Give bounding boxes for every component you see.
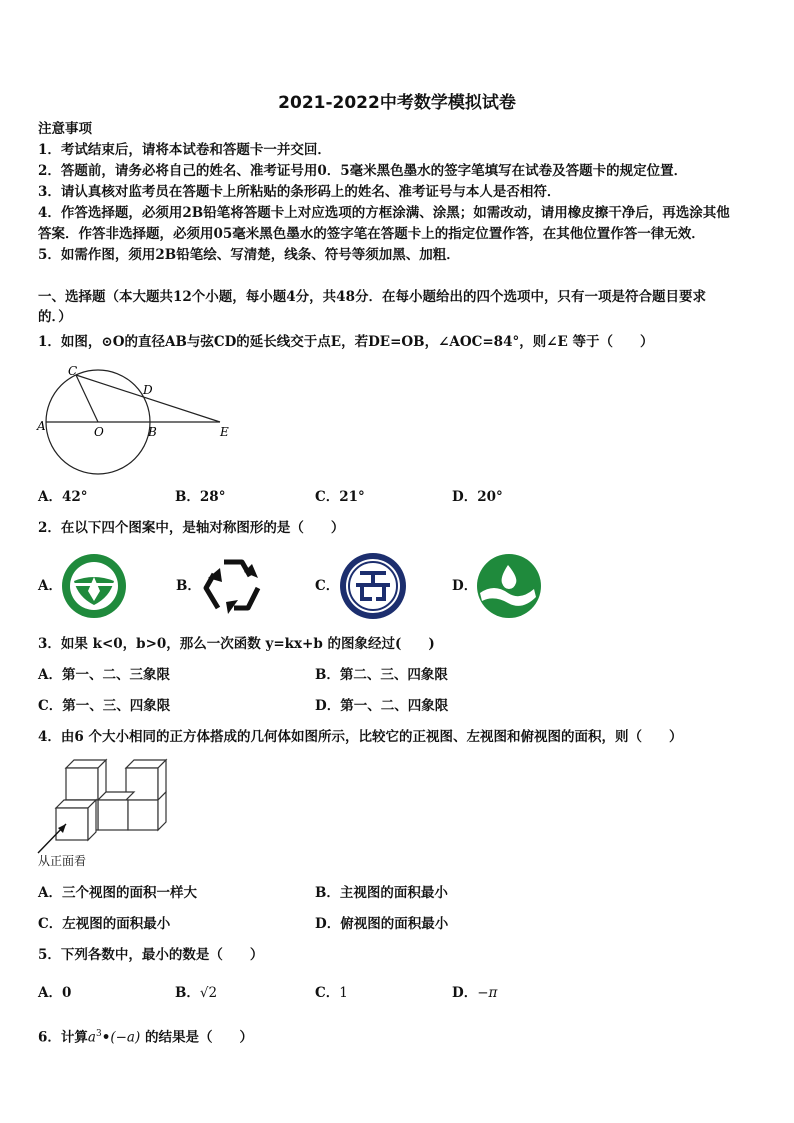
q5-option-d-value: −π xyxy=(477,985,498,1001)
question-2-stem: 2．在以下四个图案中，是轴对称图形的是（ ） xyxy=(38,520,345,536)
section-heading: 一、选择题（本大题共12个小题，每小题4分，共48分．在每小题给出的四个选项中，只有一项是符合题目要求 xyxy=(38,289,706,305)
notice-item: 2．答题前，请务必将自己的姓名、准考证号用0．5毫米黑色墨水的签字笔填写在试卷及答题卡的规定位置． xyxy=(38,163,688,179)
question-5-stem: 5．下列各数中，最小的数是（ ） xyxy=(38,947,264,963)
q2-option-b-letter: B． xyxy=(176,578,201,594)
circular-emblem-icon xyxy=(338,551,408,621)
q5-option-c-value: 1 xyxy=(339,985,348,1001)
green-food-logo-icon xyxy=(60,553,128,619)
figure-caption: 从正面看 xyxy=(38,854,87,868)
notice-heading: 注意事项 xyxy=(38,121,92,137)
q6-expr-base: a xyxy=(87,1029,96,1046)
q5-option-a xyxy=(38,984,71,1002)
label-o: O xyxy=(94,425,104,439)
q1-option-b: B．28° xyxy=(175,489,226,505)
q4-option-a: A．三个视图的面积一样大 xyxy=(38,885,197,901)
circle-figure xyxy=(34,358,244,478)
q5-option-c xyxy=(315,984,348,1002)
q3-option-d: D．第一、二、四象限 xyxy=(315,698,449,714)
q1-option-a: A．42° xyxy=(38,489,88,505)
question-3-stem: 3．如果 k<0，b>0，那么一次函数 y=kx+b 的图象经过( ) xyxy=(38,636,435,652)
q5-option-a-letter: A． xyxy=(38,985,62,1001)
q1-option-d: D．20° xyxy=(452,489,503,505)
q1-option-c: C．21° xyxy=(315,489,365,505)
notice-item: 答案．作答非选择题，必须用05毫米黑色墨水的签字笔在答题卡上的指定位置作答，在其他位置作答一律无效． xyxy=(38,226,705,242)
q5-option-b xyxy=(175,984,217,1002)
q6-stem-suffix: 的结果是（ ） xyxy=(140,1029,253,1046)
question-6-stem xyxy=(38,1025,253,1047)
q2-option-c-letter: C． xyxy=(315,578,340,594)
water-drop-logo-icon xyxy=(474,553,544,619)
q6-expr-exp: 3 xyxy=(95,1029,102,1039)
q5-option-a-value: 0 xyxy=(61,985,72,1001)
label-b: B xyxy=(148,425,157,439)
q6-expr-dot: • xyxy=(101,1029,111,1046)
q5-option-d-letter: D． xyxy=(452,985,478,1001)
recycle-icon xyxy=(198,552,268,618)
question-4-stem: 4．由6 个大小相同的正方体搭成的几何体如图所示，比较它的正视图、左视图和俯视图的面积，则（ ） xyxy=(38,729,683,745)
q5-option-d xyxy=(452,984,497,1002)
q5-option-c-letter: C． xyxy=(315,985,340,1001)
q3-option-b: B．第二、三、四象限 xyxy=(315,667,448,683)
q5-option-b-letter: B． xyxy=(175,985,200,1001)
notice-item: 5．如需作图，须用2B铅笔绘、写清楚，线条、符号等须加黑、加粗． xyxy=(38,247,460,263)
page-title: 2021-2022中考数学模拟试卷 xyxy=(278,93,516,113)
line-oc xyxy=(76,375,98,422)
q6-stem-prefix: 6．计算 xyxy=(38,1029,88,1046)
notice-item: 4．作答选择题，必须用2B铅笔将答题卡上对应选项的方框涂满、涂黑；如需改动，请用橡皮擦干净后，再选涂其他 xyxy=(38,205,730,221)
q5-option-b-value: √2 xyxy=(199,985,218,1001)
label-e: E xyxy=(220,425,229,439)
q2-option-a-letter: A． xyxy=(38,578,62,594)
label-a: A xyxy=(37,419,46,433)
q6-expr-rest: (−a) xyxy=(110,1029,141,1046)
section-heading-cont: 的．） xyxy=(38,309,72,325)
q2-option-d-letter: D． xyxy=(452,578,478,594)
notice-item: 1．考试结束后，请将本试卷和答题卡一并交回． xyxy=(38,142,331,158)
label-d: D xyxy=(143,383,153,397)
notice-item: 3．请认真核对监考员在答题卡上所粘贴的条形码上的姓名、准考证号与本人是否相符． xyxy=(38,184,561,200)
label-c: C xyxy=(68,364,78,378)
q4-option-b: B．主视图的面积最小 xyxy=(315,885,448,901)
question-1-stem: 1．如图，⊙O的直径AB与弦CD的延长线交于点E，若DE=OB，∠AOC=84°，则∠E 等于（ ） xyxy=(38,334,654,350)
q4-option-d: D．俯视图的面积最小 xyxy=(315,916,449,932)
q3-option-a: A．第一、二、三象限 xyxy=(38,667,170,683)
q3-option-c: C．第一、三、四象限 xyxy=(38,698,171,714)
q4-option-c: C．左视图的面积最小 xyxy=(38,916,171,932)
